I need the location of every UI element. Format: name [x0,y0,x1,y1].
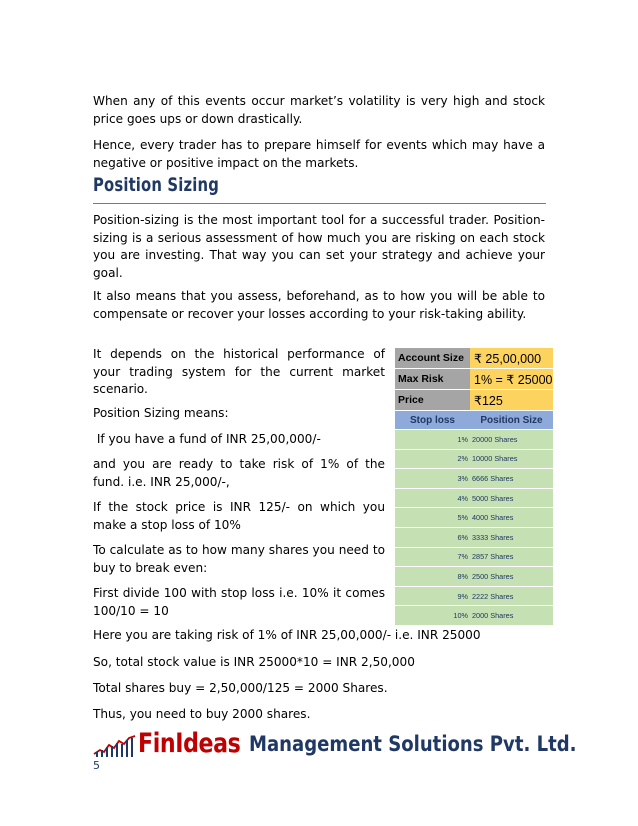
stop-loss-cell: 2% [395,449,470,469]
table-row [395,469,553,489]
finideas-brand-logo: FinIdeas [138,728,241,759]
position-size-cell: 10000 Shares [470,449,553,469]
paragraph-stock-value: So, total stock value is INR 25000*10 = INR 2,50,000 [93,655,415,669]
account-size-value: ₹ 25,00,000 [470,348,553,369]
position-size-cell: 3333 Shares [470,527,553,547]
table-row [395,488,553,508]
position-size-cell: 20000 Shares [470,430,553,450]
heading-underline [93,203,546,204]
paragraph-prepare: Hence, every trader has to prepare himself for events which may have a negative or positive impact on the markets. [93,138,545,170]
paragraph-calculate: To calculate as to how many shares you need to buy to break even: [93,543,385,575]
table-row [395,586,553,606]
max-risk-label: Max Risk [395,369,470,390]
paragraph-fund: If you have a fund of INR 25,00,000/- [93,432,321,446]
paragraph-stock-price: If the stock price is INR 125/- on which you make a stop loss of 10% [93,500,385,532]
position-size-cell: 2500 Shares [470,567,553,587]
stop-loss-cell: 8% [395,567,470,587]
company-name: Management Solutions Pvt. Ltd. [249,732,577,756]
paragraph-conclusion: Thus, you need to buy 2000 shares. [93,707,311,721]
max-risk-value: 1% = ₹ 25000 [470,369,553,390]
table-row [395,449,553,469]
table-row [395,567,553,587]
position-size-cell: 2000 Shares [470,606,553,625]
stop-loss-cell: 5% [395,508,470,528]
stop-loss-cell: 7% [395,547,470,567]
position-size-cell: 4000 Shares [470,508,553,528]
stop-loss-header: Stop loss [395,411,470,430]
account-size-row [395,348,553,369]
paragraph-total-shares: Total shares buy = 2,50,000/125 = 2000 Shares. [93,681,388,695]
table-row [395,508,553,528]
column-header-row [395,411,553,430]
paragraph-definition: Position-sizing is the most important tool for a successful trader. Position-sizing is a serious assessment of how much you are risking on each stock you are investing. That way you can set your strategy and achieve your goal. [93,213,545,280]
stop-loss-cell: 4% [395,488,470,508]
page-number: 5 [93,759,100,772]
finideas-chart-logo-icon [93,734,137,758]
stop-loss-cell: 6% [395,527,470,547]
position-size-cell: 2857 Shares [470,547,553,567]
account-size-label: Account Size [395,348,470,369]
stop-loss-cell: 3% [395,469,470,489]
price-value: ₹125 [470,390,553,411]
stop-loss-cell: 9% [395,586,470,606]
stop-loss-cell: 1% [395,430,470,450]
position-size-cell: 6666 Shares [470,469,553,489]
paragraph-historical: It depends on the historical performance of your trading system for the current market scenario. [93,347,385,397]
table-row [395,606,553,625]
paragraph-risk: and you are ready to take risk of 1% of the fund. i.e. INR 25,000/-, [93,457,385,489]
position-size-table [395,348,553,625]
max-risk-row [395,369,553,390]
price-row [395,390,553,411]
section-heading: Position Sizing [93,174,219,196]
table-row [395,430,553,450]
paragraph-divide: First divide 100 with stop loss i.e. 10% it comes 100/10 = 10 [93,586,385,618]
paragraph-assess: It also means that you assess, beforehand, as to how you will be able to compensate or recover your losses according to your risk-taking ability. [93,289,545,321]
paragraph-volatility: When any of this events occur market’s volatility is very high and stock price goes ups or down drastically. [93,94,545,126]
paragraph-means: Position Sizing means: [93,406,229,420]
position-size-header: Position Size [470,411,553,430]
paragraph-taking-risk: Here you are taking risk of 1% of INR 25,00,000/- i.e. INR 25000 [93,628,481,642]
stop-loss-cell: 10% [395,606,470,625]
table-row [395,527,553,547]
table-row [395,547,553,567]
position-size-cell: 5000 Shares [470,488,553,508]
price-label: Price [395,390,470,411]
position-size-cell: 2222 Shares [470,586,553,606]
